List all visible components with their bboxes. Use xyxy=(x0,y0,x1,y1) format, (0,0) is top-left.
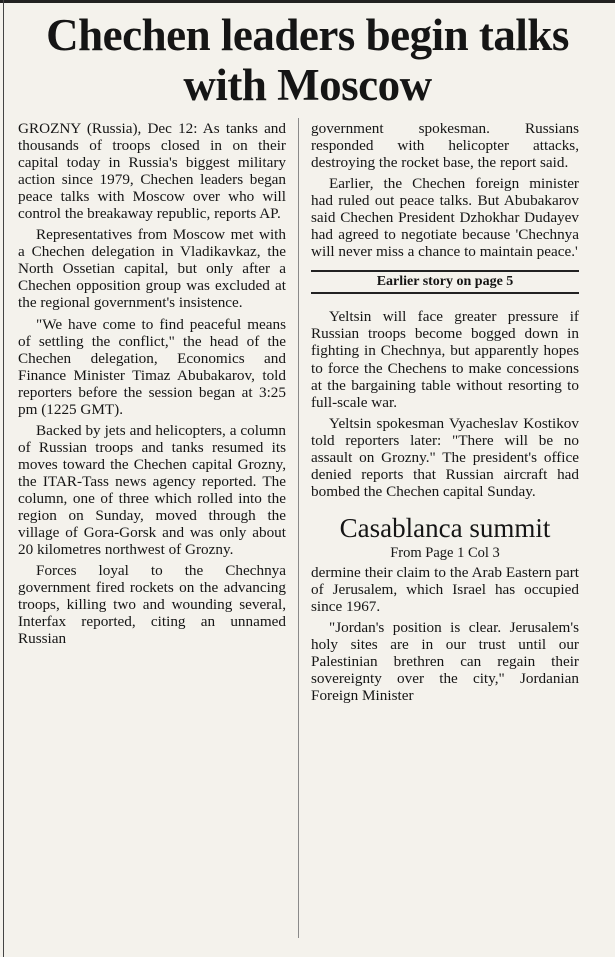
paragraph: "Jordan's position is clear. Jerusalem's holy sites are in our trust until our Palestinian brethren can regain their sovereignty over the city," Jordanian Foreign Minister xyxy=(311,619,579,705)
paragraph-continued: government spokesman. Russians responded with helicopter attacks, destroying the rocket base, the report said. xyxy=(311,120,579,172)
paragraph: Forces loyal to the Chechnya government fired rockets on the advancing troops, killing two and wounding several, Interfax reported, citing an unnamed Russian xyxy=(18,562,286,648)
paragraph: "We have come to find peaceful means of settling the conflict," the head of the Chechen delegation, Economics and Finance Minister Timaz Abubakarov, told reporters before the session began at 3:25 pm (1225 GMT). xyxy=(18,315,286,418)
continued-from-line: From Page 1 Col 3 xyxy=(390,544,500,561)
paragraph: Backed by jets and helicopters, a column of Russian troops and tanks resumed its moves toward the Chechen capital Grozny, the ITAR-Tass news agency reported. The column, one of three which rolled into the region on Sunday, moved through the village of Gora-Gorsk and was only about 20 kilometres northwest of Grozny. xyxy=(18,421,286,559)
section-subhead: Casablanca summit xyxy=(339,512,551,543)
headline: Chechen leaders begin talks with Moscow xyxy=(46,10,569,110)
earlier-story-box: Earlier story on page 5 xyxy=(311,270,579,294)
left-border-rule xyxy=(3,0,4,957)
top-rule xyxy=(0,0,615,3)
paragraph: Representatives from Moscow met with a Chechen delegation in Vladikavkaz, the North Ossetian capital, but only after a Chechen opposition group was excluded at the regional government's insistence. xyxy=(18,226,286,312)
paragraph: Yeltsin will face greater pressure if Russian troops become bogged down in fighting in Chechnya, but apparently hopes to force the Chechens to make concessions at the bargaining table without resorting to full-scale war. xyxy=(311,308,579,411)
column-divider xyxy=(298,118,299,938)
left-column xyxy=(18,120,286,651)
paragraph-continued: dermine their claim to the Arab Eastern part of Jerusalem, which Israel has occupied since 1967. xyxy=(311,563,579,615)
right-column xyxy=(311,120,579,708)
paragraph: Earlier, the Chechen foreign minister had ruled out peace talks. But Abubakarov said Chechen President Dzhokhar Dudayev had agreed to negotiate because 'Chechnya will never miss a chance to maintain peace.' xyxy=(311,175,579,261)
paragraph: Yeltsin spokesman Vyacheslav Kostikov told reporters later: "There will be no assault on Grozny." The president's office denied reports that Russian aircraft had bombed the Chechen capital Sunday. xyxy=(311,414,579,500)
paragraph-dateline-lead: GROZNY (Russia), Dec 12: As tanks and thousands of troops closed in on their capital today in Russia's biggest military action since 1979, Chechen leaders began peace talks with Moscow over who will control the breakaway republic, reports AP. xyxy=(18,120,286,223)
